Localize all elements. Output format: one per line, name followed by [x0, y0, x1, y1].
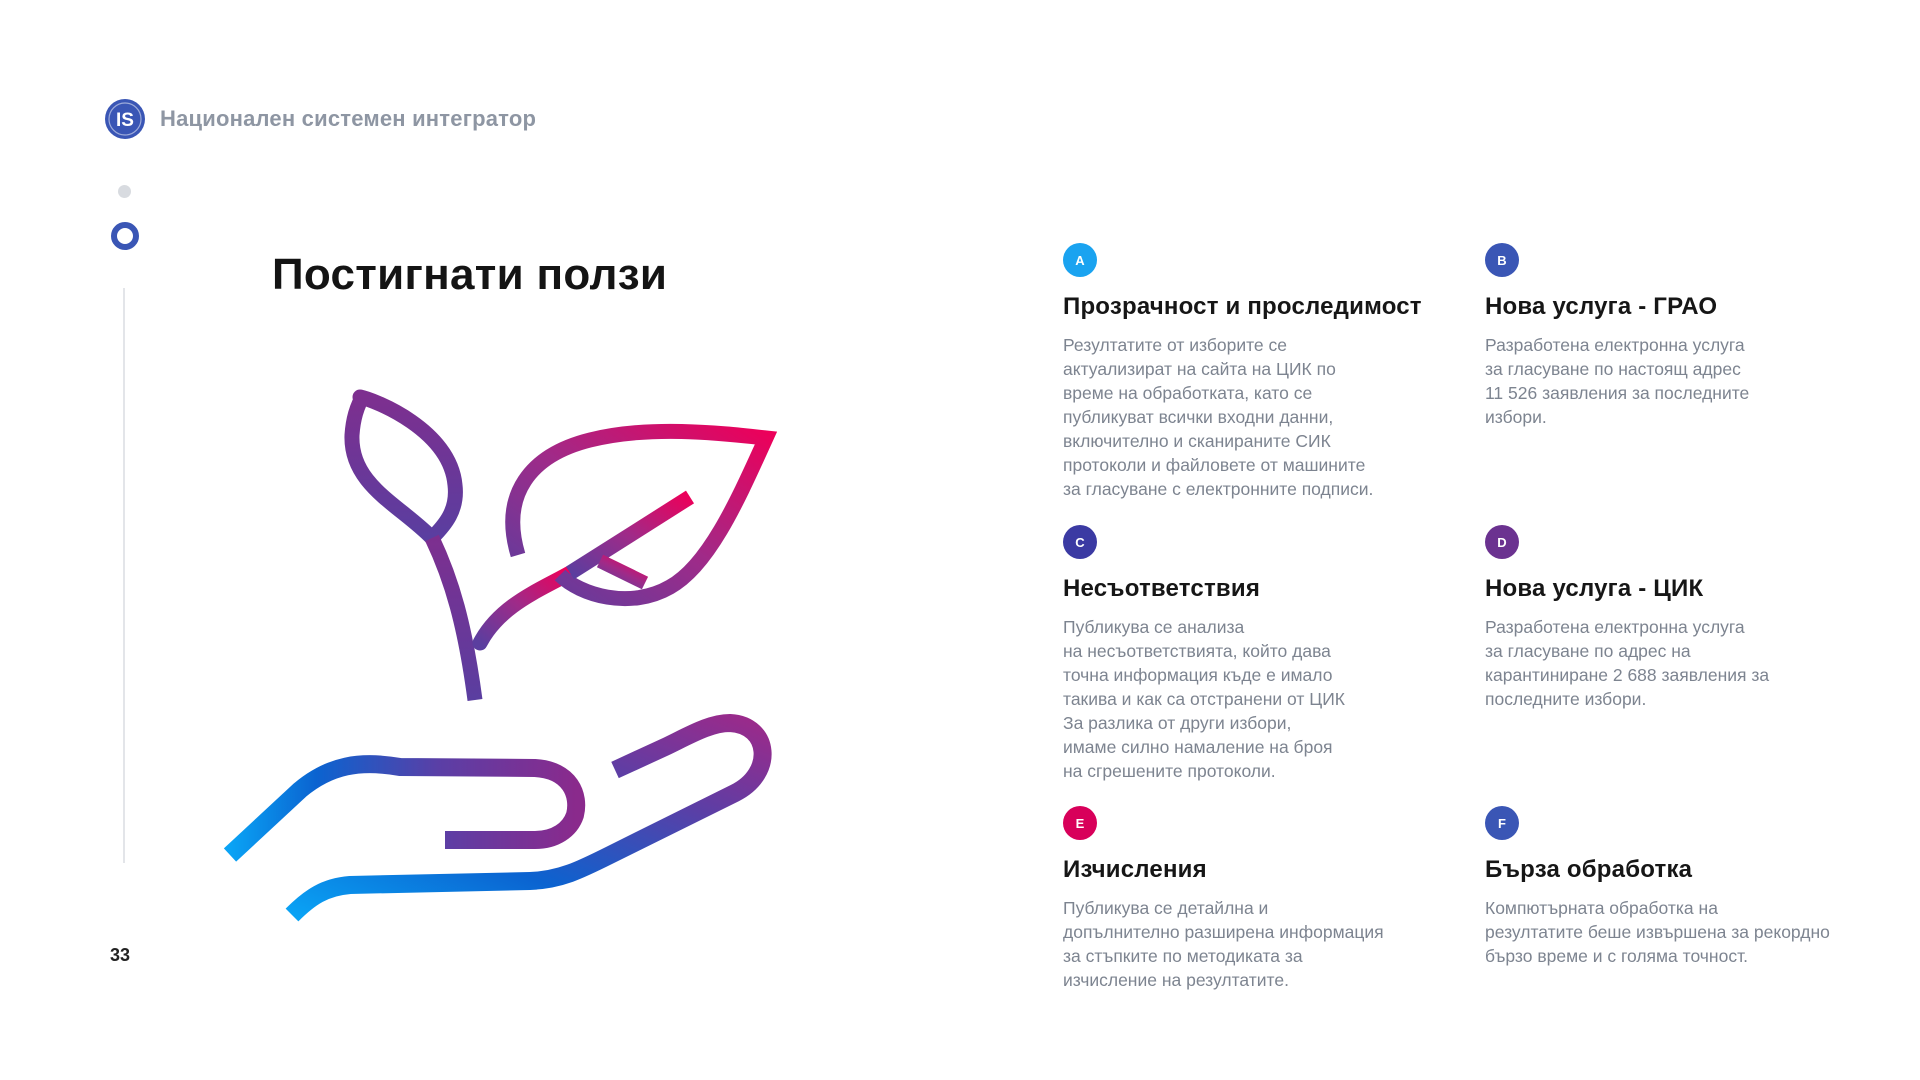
page-title: Постигнати ползи	[272, 250, 668, 299]
brand-name: Национален системен интегратор	[160, 106, 537, 131]
badge-d: D	[1485, 525, 1519, 559]
badge-b: B	[1485, 243, 1519, 277]
brand-header	[104, 98, 536, 140]
card-title: Бърза обработка	[1485, 856, 1693, 883]
card-text: Компютърната обработка на резултатите беше извършена за рекордно бързо време и с голяма точност.	[1485, 898, 1830, 966]
nav-dot-active[interactable]	[111, 222, 139, 250]
vertical-divider	[123, 288, 125, 863]
card-title: Нова услуга - ГРАО	[1485, 293, 1718, 320]
card-title: Нова услуга - ЦИК	[1485, 575, 1704, 602]
card-text: Разработена електронна услуга за гласуване по настоящ адрес 11 526 заявления за последните избори.	[1485, 335, 1750, 427]
card-title: Несъответствия	[1063, 575, 1261, 602]
card-text: Публикува се анализа на несъответствията, който дава точна информация къде е имало такива и как са отстранени от ЦИК За разлика от други избори, имаме силно намаление на броя на сгрешените протоколи.	[1063, 617, 1345, 781]
benefit-card-c	[1063, 525, 1473, 783]
company-logo-icon	[104, 98, 146, 140]
card-title: Прозрачност и проследимост	[1063, 293, 1422, 320]
card-text: Резултатите от изборите се актуализират на сайта на ЦИК по време на обработката, като се публикуват всички входни данни, включително и сканираните СИК протоколи и файловете от машините за гласуване с електронните подписи.	[1063, 335, 1374, 499]
badge-c: C	[1063, 525, 1097, 559]
badge-a: A	[1063, 243, 1097, 277]
page-number: 33	[110, 945, 131, 965]
benefit-card-a	[1063, 243, 1473, 501]
benefit-card-b	[1485, 243, 1895, 429]
benefit-card-e	[1063, 806, 1473, 992]
nav-dot[interactable]	[118, 185, 131, 198]
card-title: Изчисления	[1063, 856, 1207, 883]
card-text: Разработена електронна услуга за гласуване по адрес на карантиниране 2 688 заявления за последните избори.	[1485, 617, 1770, 709]
logo-text: IS	[116, 110, 134, 131]
card-text: Публикува се детайлна и допълнително разширена информация за стъпките по методиката за изчисление на резултатите.	[1063, 898, 1384, 990]
benefit-card-f	[1485, 806, 1905, 968]
benefit-card-d	[1485, 525, 1895, 711]
badge-e: E	[1063, 806, 1097, 840]
hand-holding-plant-icon	[200, 375, 800, 935]
badge-f: F	[1485, 806, 1519, 840]
